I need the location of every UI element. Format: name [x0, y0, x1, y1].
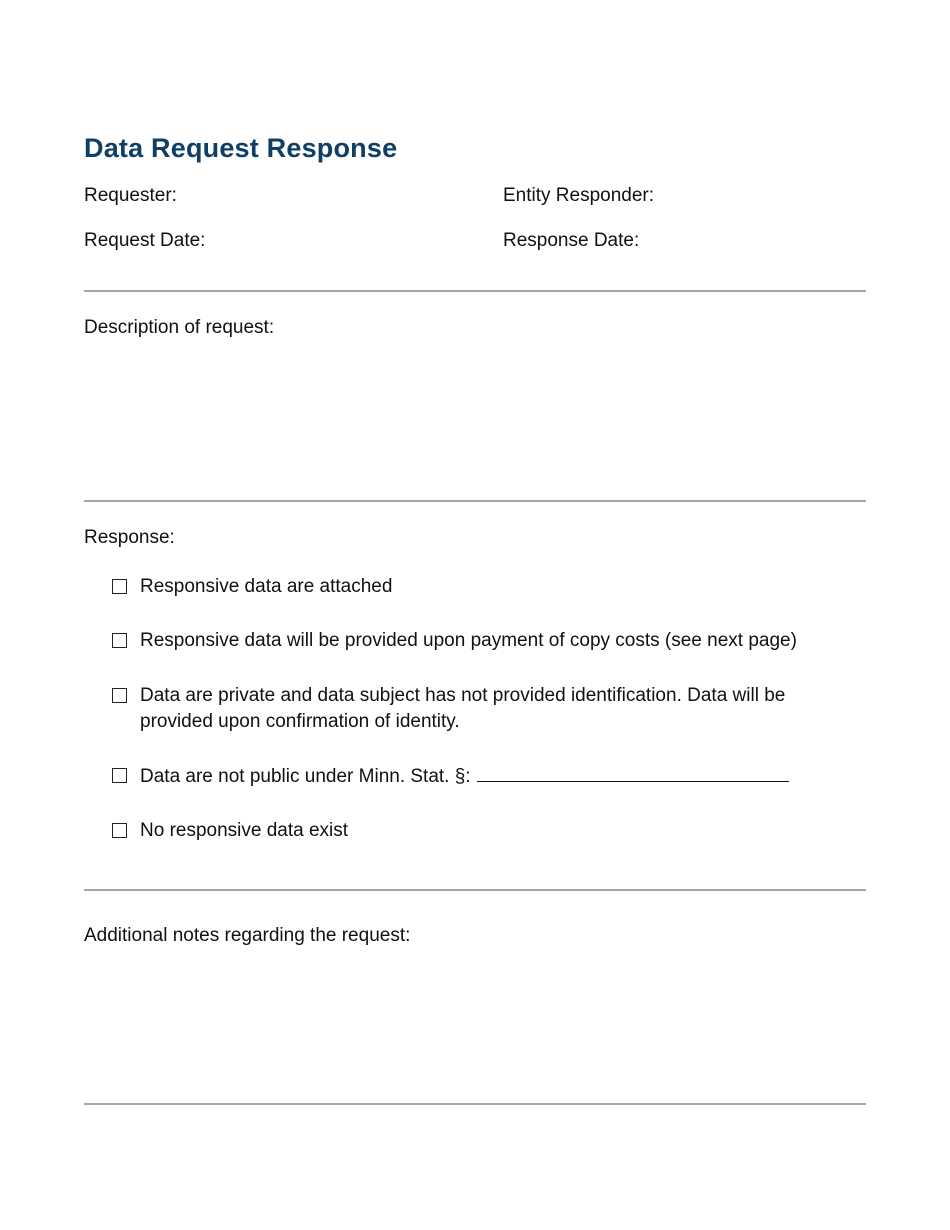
notes-field[interactable] — [84, 953, 866, 1093]
requester-label: Requester: — [84, 185, 177, 206]
divider-bottom — [84, 1103, 866, 1105]
statute-blank-field[interactable] — [477, 763, 789, 782]
checkbox[interactable] — [112, 688, 127, 703]
option-label: Data are private and data subject has not provided identification. Data will be provided upon confirmation of identity. — [140, 685, 786, 732]
page-title: Data Request Response — [84, 133, 398, 163]
description-label: Description of request: — [84, 317, 275, 338]
checkbox[interactable] — [112, 579, 127, 594]
description-field[interactable] — [84, 345, 866, 490]
checkbox[interactable] — [112, 768, 127, 783]
request-date-label: Request Date: — [84, 230, 206, 251]
option-label: Responsive data are attached — [140, 576, 393, 597]
response-option-private — [112, 683, 852, 735]
checkbox[interactable] — [112, 823, 127, 838]
notes-label: Additional notes regarding the request: — [84, 925, 411, 946]
option-label: Data are not public under Minn. Stat. §: — [140, 766, 471, 787]
entity-responder-label: Entity Responder: — [503, 185, 655, 206]
response-label: Response: — [84, 527, 175, 548]
option-text-with-blank — [140, 763, 852, 790]
response-option-copy-costs — [112, 628, 852, 654]
divider-response — [84, 889, 866, 891]
response-option-not-public — [112, 763, 852, 790]
response-option-no-data — [112, 818, 852, 844]
checkbox[interactable] — [112, 633, 127, 648]
option-label: No responsive data exist — [140, 820, 349, 841]
form-page — [84, 0, 866, 1230]
response-date-label: Response Date: — [503, 230, 640, 251]
response-option-attached — [112, 574, 852, 600]
divider-top — [84, 290, 866, 292]
divider-description — [84, 500, 866, 502]
option-label: Responsive data will be provided upon payment of copy costs (see next page) — [140, 630, 797, 651]
